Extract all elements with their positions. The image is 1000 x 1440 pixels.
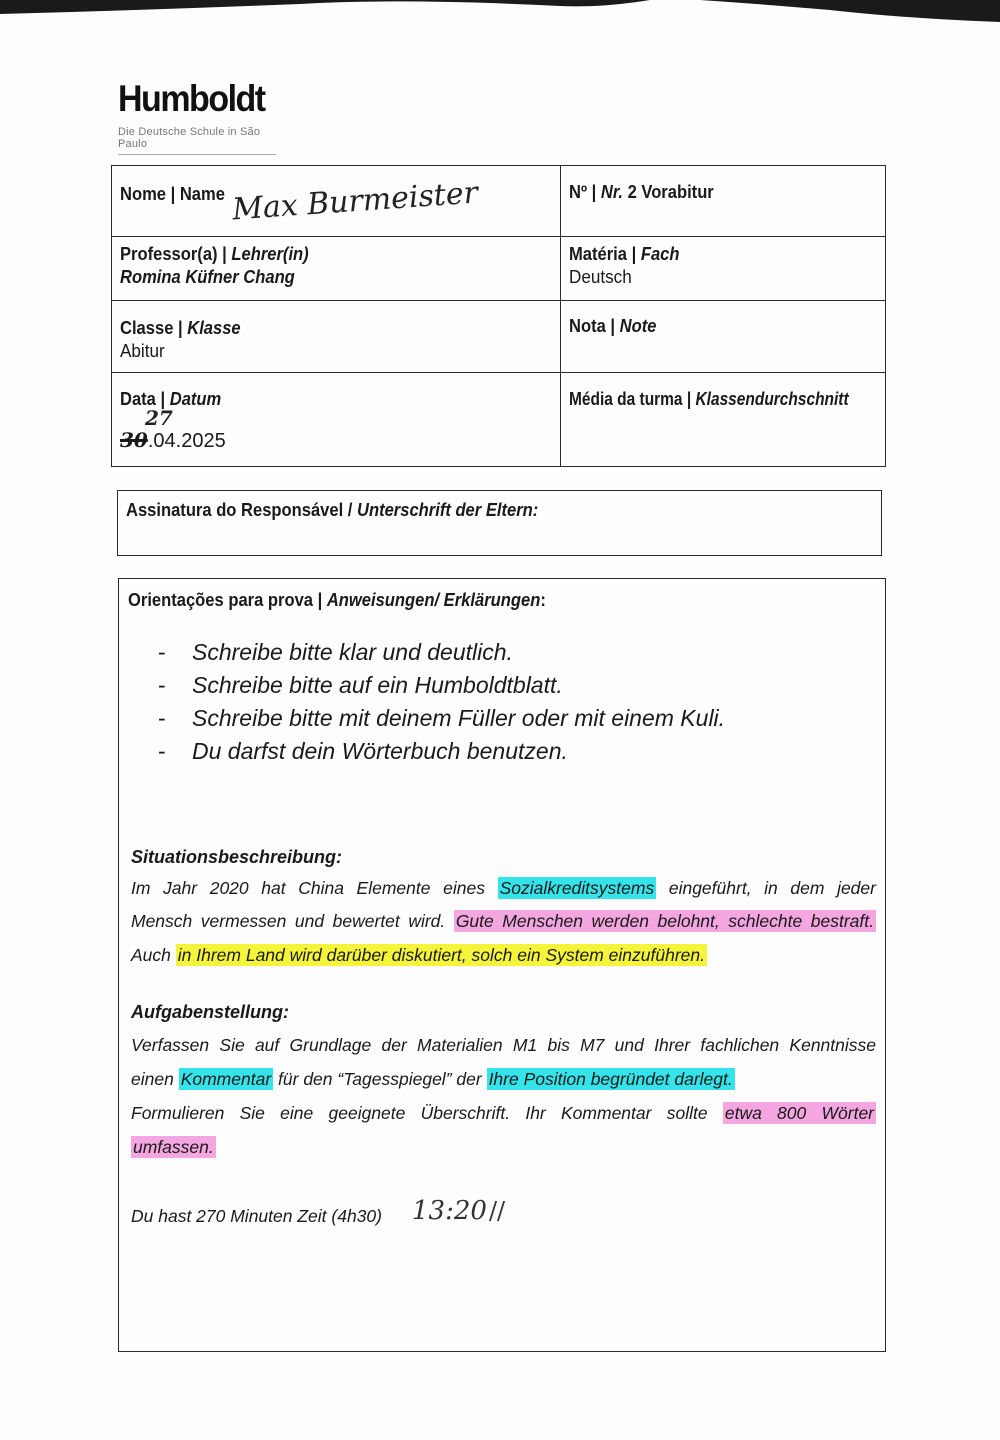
teacher-cell xyxy=(112,238,560,294)
highlight-cyan: Ihre Position begründet darlegt. xyxy=(488,1069,733,1089)
nr-label: Nº | Nr. 2 Vorabitur xyxy=(569,182,714,202)
table-divider-row2 xyxy=(111,300,886,301)
highlight-yellow: in Ihrem Land wird darüber diskutiert, solch ein System einzuführen. xyxy=(177,945,705,965)
situation-heading: Situationsbeschreibung: xyxy=(131,847,343,867)
task-line-4 xyxy=(131,1131,876,1164)
class-average-cell xyxy=(561,383,886,416)
date-value xyxy=(120,428,226,453)
task-line-3: Formulieren Sie eine geeignete Überschrift. Ihr Kommentar sollte etwa 800 Wörter xyxy=(131,1103,875,1123)
scan-shadow xyxy=(0,0,1000,30)
date-rest: .04.2025 xyxy=(147,430,226,452)
subject-label: Matéria | Fach xyxy=(569,244,680,264)
task-heading: Aufgabenstellung: xyxy=(131,1002,289,1022)
highlight-cyan: Kommentar xyxy=(180,1069,272,1089)
highlight-pink: Gute Menschen werden belohnt, schlechte bestraft. xyxy=(455,911,874,931)
class-average-label: Média da turma | Klassendurchschnitt xyxy=(569,389,849,409)
date-correction-handwritten: 27 xyxy=(145,406,173,430)
logo-tagline: Die Deutsche Schule in São Paulo xyxy=(118,126,276,155)
handwritten-time-note: 13:20// xyxy=(412,1196,506,1226)
highlight-pink: etwa 800 Wörter xyxy=(724,1103,875,1123)
teacher-value: Romina Küfner Chang xyxy=(120,267,295,287)
teacher-label: Professor(a) | Lehrer(in) xyxy=(120,244,309,264)
task-line-2: einen Kommentar für den “Tagesspiegel” der Ihre Position begründet darlegt. xyxy=(131,1069,733,1089)
date-struck-day: 30 xyxy=(120,428,148,452)
nr-cell xyxy=(561,176,886,209)
class-value: Abitur xyxy=(120,341,165,361)
signature-label: Assinatura do Responsável / Unterschrift der Eltern: xyxy=(126,500,539,520)
subject-value: Deutsch xyxy=(569,267,632,287)
highlight-cyan: Sozialkreditsystems xyxy=(499,878,655,898)
situation-line-2: Mensch vermessen und bewertet wird. Gute Menschen werden belohnt, schlechte bestraft. xyxy=(131,911,874,931)
situation-line-1: Im Jahr 2020 hat China Elemente eines Sozialkreditsystems eingeführt, in dem jeder xyxy=(131,878,876,898)
situation-line-3: Auch in Ihrem Land wird darüber diskutiert, solch ein System einzuführen. xyxy=(131,945,705,965)
name-label: Nome | Name xyxy=(120,184,225,204)
school-logo xyxy=(118,80,265,119)
table-divider-row3 xyxy=(111,372,886,373)
date-cell xyxy=(112,383,560,416)
instructions-title: Orientações para prova | Anweisungen/ Erklärungen: xyxy=(128,590,546,610)
student-name-handwritten: Max Burmeister xyxy=(231,175,480,228)
grade-label: Nota | Note xyxy=(569,316,657,336)
date-label: Data | Datum xyxy=(120,389,222,409)
class-cell xyxy=(112,312,560,368)
logo-wordmark: Humboldt xyxy=(118,78,265,120)
task-line-1: Verfassen Sie auf Grundlage der Materialien M1 bis M7 und Ihrer fachlichen Kenntnisse xyxy=(131,1035,876,1055)
class-label: Classe | Klasse xyxy=(120,318,241,338)
highlight-pink: umfassen. xyxy=(133,1137,214,1157)
table-divider-row1 xyxy=(111,236,886,237)
grade-cell xyxy=(561,310,886,343)
subject-cell xyxy=(561,238,886,294)
time-allowance: Du hast 270 Minuten Zeit (4h30) xyxy=(131,1206,382,1226)
